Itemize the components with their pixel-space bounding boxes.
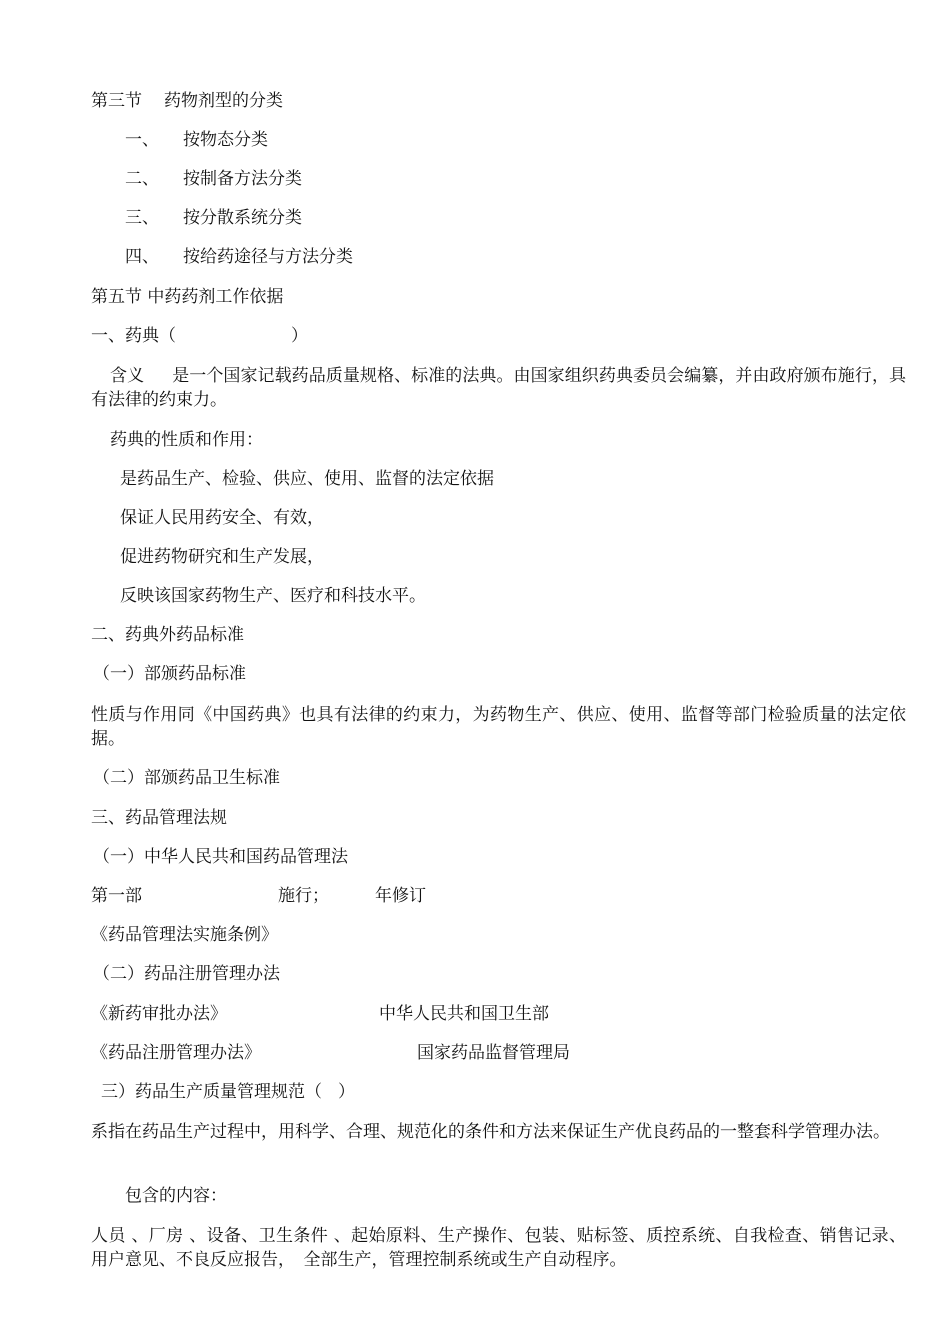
gmp-heading-open: 三）药品生产质量管理规范（: [101, 1082, 322, 1102]
item-text: 按制备方法分类: [183, 169, 302, 189]
gmp-content-text: 人员 、厂房 、设备、卫生条件 、起始原料、生产操作、包装、贴标签、质控系统、自我检查、销售记录、用户意见、不良反应报告， 全部生产，管理控制系统或生产自动程序。: [91, 1226, 906, 1270]
pharmacopoeia-heading: [91, 324, 308, 348]
ministry-standards-text: 性质与作用同《中国药典》也具有法律的约束力，为药物生产、供应、使用、监督等部门检验质量的法定依据。: [91, 705, 906, 749]
new-drug-approval-org: 中华人民共和国卫生部: [379, 1004, 549, 1024]
pharmacopoeia-nature-label: 药典的性质和作用：: [110, 430, 263, 450]
gmp-content-label: 包含的内容：: [125, 1186, 227, 1206]
definition-text: 是一个国家记载药品质量规格、标准的法典。由国家组织药典委员会编纂，并由政府颁布施行，具有法律的约束力。: [91, 366, 907, 410]
item-number: 一、: [125, 130, 159, 150]
item-text: 按物态分类: [183, 130, 268, 150]
heading-open: 一、药典（: [91, 326, 176, 346]
document-name: 《药品注册管理办法》: [91, 1043, 261, 1063]
nature-item-1: 是药品生产、检验、供应、使用、监督的法定依据: [120, 469, 494, 489]
law-revised: 年修订: [375, 886, 426, 906]
pharmacopoeia-definition: [91, 364, 906, 412]
section3-title-number: 第三节: [91, 91, 142, 111]
section5-title: 第五节 中药药剂工作依据: [91, 287, 284, 307]
item-text: 按分散系统分类: [183, 208, 302, 228]
drug-registration-row: [91, 1041, 261, 1065]
drug-law-history: [91, 884, 426, 908]
section3-item-4: [125, 245, 353, 269]
item-text: 按给药途径与方法分类: [183, 247, 353, 267]
implementation-regulation: 《药品管理法实施条例》: [91, 925, 278, 945]
item-number: 三、: [125, 208, 159, 228]
section3-item-1: [125, 128, 268, 152]
external-standards-heading: 二、药典外药品标准: [91, 625, 244, 645]
nature-item-4: 反映该国家药物生产、医疗和科技水平。: [120, 586, 426, 606]
gmp-heading-close: ）: [338, 1082, 355, 1102]
drug-law-heading: （一）中华人民共和国药品管理法: [93, 847, 348, 867]
registration-heading: （二）药品注册管理办法: [93, 964, 280, 984]
gmp-definition: 系指在药品生产过程中，用科学、合理、规范化的条件和方法来保证生产优良药品的一整套科学管理办法。: [91, 1122, 890, 1142]
item-number: 二、: [125, 169, 159, 189]
document-name: 《新药审批办法》: [91, 1004, 227, 1024]
regulations-heading: 三、药品管理法规: [91, 808, 227, 828]
gmp-heading: [101, 1080, 355, 1104]
section3-item-3: [125, 206, 302, 230]
item-number: 四、: [125, 247, 159, 267]
nature-item-3: 促进药物研究和生产发展，: [120, 547, 324, 567]
ministry-standards-heading: （一）部颁药品标准: [93, 664, 246, 684]
section3-title: [91, 89, 283, 113]
new-drug-approval-row: [91, 1002, 227, 1026]
heading-close: ）: [291, 326, 308, 346]
ministry-hygiene-heading: （二）部颁药品卫生标准: [93, 768, 280, 788]
law-first-edition: 第一部: [91, 886, 142, 906]
definition-label: 含义: [110, 366, 145, 386]
nature-item-2: 保证人民用药安全、有效，: [120, 508, 324, 528]
section3-title-text: 药物剂型的分类: [164, 91, 283, 111]
drug-registration-org: 国家药品监督管理局: [417, 1043, 570, 1063]
law-enacted: 施行；: [278, 886, 329, 906]
section3-item-2: [125, 167, 302, 191]
